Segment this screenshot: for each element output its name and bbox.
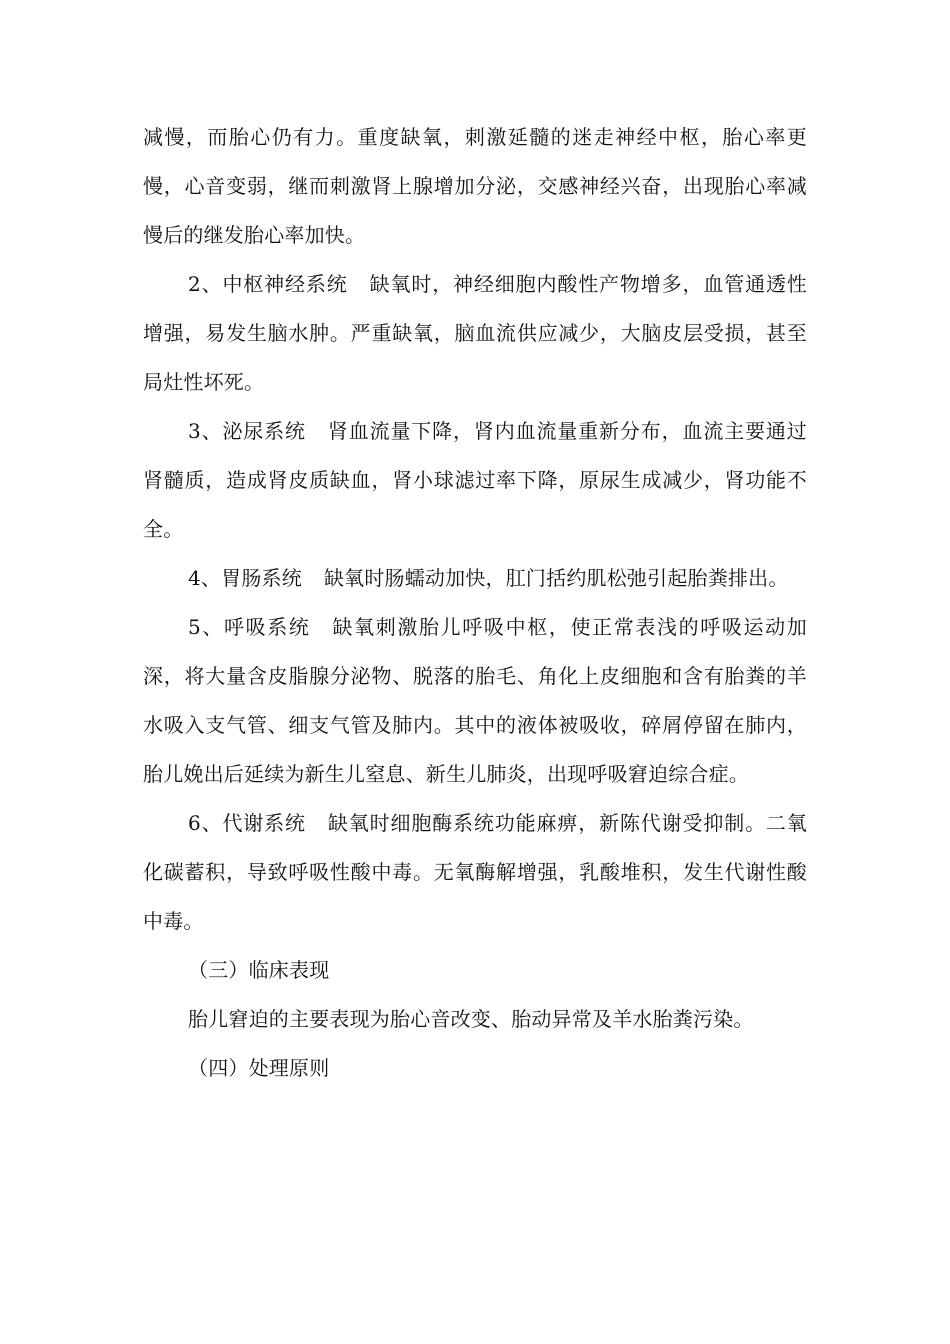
paragraph-respiratory-system (143, 603, 807, 799)
system-title-metabolic: 6、代谢系统 (188, 811, 306, 835)
system-title-respiratory: 5、呼吸系统 (188, 615, 311, 639)
paragraph-urinary-system (143, 407, 807, 554)
document-body (143, 113, 807, 1093)
paragraph-text: 缺氧时肠蠕动加快，肛门括约肌松弛引起胎粪排出。 (323, 566, 789, 590)
paragraph-central-nervous-system (143, 260, 807, 407)
paragraph-clinical-manifestations: 胎儿窘迫的主要表现为胎心音改变、胎动异常及羊水胎粪污染。 (188, 1007, 754, 1031)
paragraph-text: 缺氧时细胞酶系统功能麻痹，新陈代谢受抑制。二氧化碳蓄积，导致呼吸性酸中毒。无氧酶解增强，乳酸堆积，发生代谢性酸中毒。 (143, 811, 807, 933)
system-title-gi: 4、胃肠系统 (188, 566, 302, 590)
paragraph-metabolic-system (143, 799, 807, 946)
system-title-urinary: 3、泌尿系统 (188, 419, 306, 443)
system-title-cns: 2、中枢神经系统 (188, 272, 348, 296)
paragraph-text: 缺氧时，神经细胞内酸性产物增多，血管通透性增强，易发生脑水肿。严重缺氧，脑血流供应减少，大脑皮层受损，甚至局灶性坏死。 (143, 272, 808, 394)
paragraph-text: 肾血流量下降，肾内血流量重新分布，血流主要通过肾髓质，造成肾皮质缺血，肾小球滤过率下降，原尿生成减少，肾功能不全。 (143, 419, 807, 541)
paragraph-fetal-heart-rate-continuation (143, 113, 807, 260)
section-heading-clinical-manifestations: （三）临床表现 (188, 958, 330, 982)
section-heading-treatment-principles: （四）处理原则 (188, 1056, 330, 1080)
paragraph-text: 缺氧刺激胎儿呼吸中枢，使正常表浅的呼吸运动加深，将大量含皮脂腺分泌物、脱落的胎毛、角化上皮细胞和含有胎粪的羊水吸入支气管、细支气管及肺内。其中的液体被吸收，碎屑停留在肺内，胎儿娩出后延续为新生儿窒息、新生儿肺炎，出现呼吸窘迫综合症。 (143, 615, 807, 786)
paragraph-gastrointestinal-system (143, 554, 807, 603)
paragraph-text: 减慢，而胎心仍有力。重度缺氧，刺激延髓的迷走神经中枢，胎心率更慢，心音变弱，继而刺激肾上腺增加分泌，交感神经兴奋，出现胎心率减慢后的继发胎心率加快。 (143, 125, 807, 247)
